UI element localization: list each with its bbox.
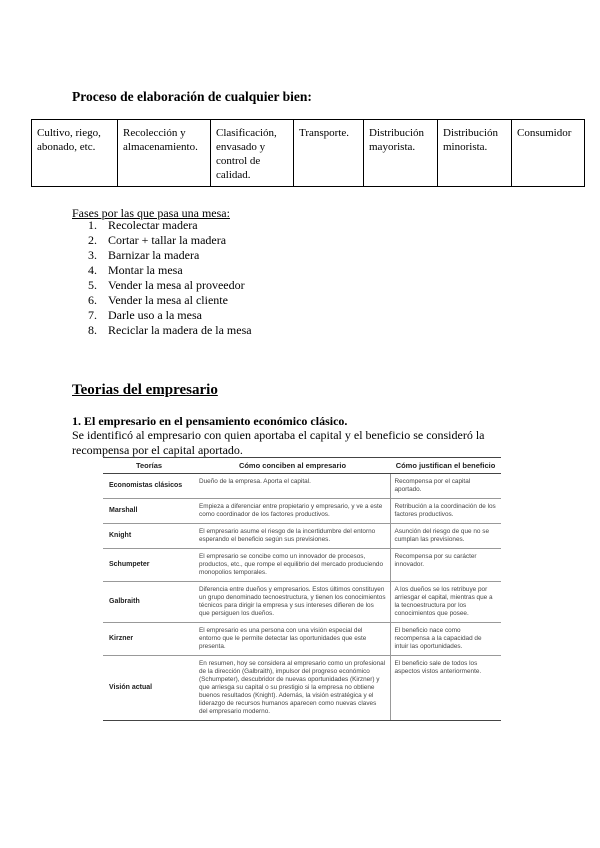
list-item: 1. Recolectar madera (88, 218, 198, 232)
list-item: 2. Cortar + tallar la madera (88, 233, 227, 247)
theory-concept: En resumen, hoy se considera al empresario como un profesional de la dirección (Galbraith), impulsor del progreso económico (Schumpeter), descubridor de nuevas oportunidades (Kirzner) y que arriesga su capital o su prestigio si la empresa no obtiene buenos resultados (Knight). Además, la visión estratégica y el liderazgo de recursos humanos aparecen como nuevas claves del empresario moderno. (195, 656, 390, 721)
theory-benefit: El beneficio nace como recompensa a la capacidad de intuir las oportunidades. (390, 623, 501, 656)
process-table (31, 119, 585, 187)
theory-name: Knight (103, 524, 195, 549)
column-header: Teorías (103, 458, 195, 474)
theory-concept: Empieza a diferenciar entre propietario y empresario, y ve a este como coordinador de los factores productivos. (195, 499, 390, 524)
theory-benefit: Asunción del riesgo de que no se cumplan las previsiones. (390, 524, 501, 549)
process-step-minorista: Distribución minorista. (438, 120, 512, 187)
table-header-row (103, 458, 501, 474)
list-item: 4. Montar la mesa (88, 263, 183, 277)
theory-name: Economistas clásicos (103, 474, 195, 499)
table-row (103, 623, 501, 656)
theory-concept: Dueño de la empresa. Aporta el capital. (195, 474, 390, 499)
process-step-recoleccion: Recolección y almacenamiento. (118, 120, 211, 187)
theory-benefit: A los dueños se los retribuye por arriesgar el capital, mientras que a la tecnoestructura por los conocimientos que posee. (390, 582, 501, 623)
process-step-consumidor: Consumidor (512, 120, 585, 187)
theory-name: Kirzner (103, 623, 195, 656)
table-row (103, 656, 501, 721)
section-body: Se identificó al empresario con quien aportaba el capital y el beneficio se consideró la recompensa por el capital aportado. (72, 428, 485, 457)
column-header: Cómo conciben al empresario (195, 458, 390, 474)
process-step-clasificacion: Clasificación, envasado y control de calidad. (211, 120, 294, 187)
table-row (103, 549, 501, 582)
process-step-mayorista: Distribución mayorista. (364, 120, 438, 187)
theory-concept: El empresario es una persona con una visión especial del entorno que le permite detectar las oportunidades que este presenta. (195, 623, 390, 656)
theory-name: Marshall (103, 499, 195, 524)
list-item: 5. Vender la mesa al proveedor (88, 278, 245, 292)
page-title: Proceso de elaboración de cualquier bien: (72, 89, 312, 104)
process-row (32, 120, 585, 187)
table-row (103, 582, 501, 623)
table-row (103, 524, 501, 549)
theory-benefit: El beneficio sale de todos los aspectos vistos anteriormente. (390, 656, 501, 721)
theory-benefit: Retribución a la coordinación de los factores productivos. (390, 499, 501, 524)
section-title: 1. El empresario en el pensamiento económico clásico. (72, 414, 348, 428)
fases-title: Fases por las que pasa una mesa: (72, 206, 230, 220)
fases-list (88, 218, 252, 338)
theory-benefit: Recompensa por su carácter innovador. (390, 549, 501, 582)
teorias-heading: Teorias del empresario (72, 382, 218, 398)
table-row (103, 474, 501, 499)
process-step-cultivo: Cultivo, riego, abonado, etc. (32, 120, 118, 187)
theory-benefit: Recompensa por el capital aportado. (390, 474, 501, 499)
theory-name: Galbraith (103, 582, 195, 623)
theory-concept: El empresario se concibe como un innovador de procesos, productos, etc., que rompe el equilibrio del mercado produciendo monopolios temporales. (195, 549, 390, 582)
list-item: 3. Barnizar la madera (88, 248, 200, 262)
theory-concept: Diferencia entre dueños y empresarios. Estos últimos constituyen un grupo denominado tecnoestructura, y tienen los conocimientos técnicos para dirigir la empresa y sus intereses difieren de los que persiguen los dueños. (195, 582, 390, 623)
table-row (103, 499, 501, 524)
process-step-transporte: Transporte. (294, 120, 364, 187)
theory-name: Visión actual (103, 656, 195, 721)
list-item: 8. Reciclar la madera de la mesa (88, 323, 252, 337)
list-item: 7. Darle uso a la mesa (88, 308, 202, 322)
theory-name: Schumpeter (103, 549, 195, 582)
column-header: Cómo justifican el beneficio (390, 458, 501, 474)
theories-table (103, 457, 501, 721)
list-item: 6. Vender la mesa al cliente (88, 293, 228, 307)
theory-concept: El empresario asume el riesgo de la incertidumbre del entorno esperando el beneficio según sus previsiones. (195, 524, 390, 549)
